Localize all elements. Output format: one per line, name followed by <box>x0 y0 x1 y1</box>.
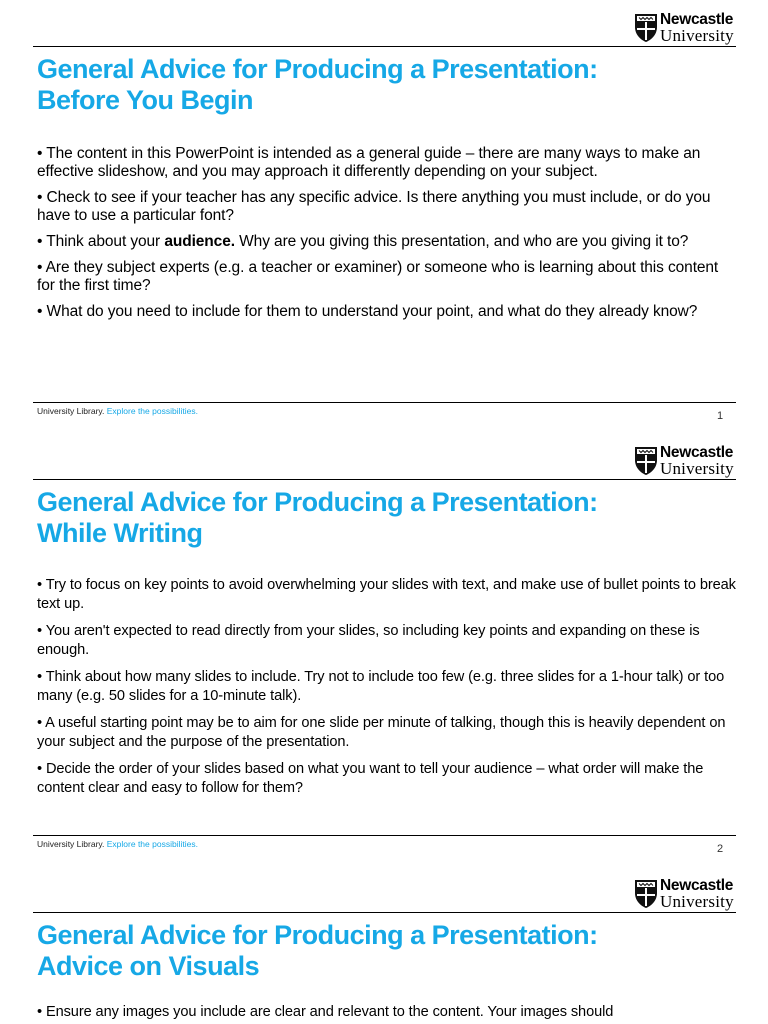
footer <box>37 406 198 416</box>
bottom-divider <box>33 402 736 403</box>
bullet-item: • The content in this PowerPoint is intended as a general guide – there are many ways to make an effective slideshow, and you may approach it differently depending on your subject. <box>37 145 701 180</box>
slide-title-line2: While Writing <box>37 518 203 548</box>
logo-text-newcastle: Newcastle <box>660 444 734 461</box>
footer-library: University Library. <box>37 406 105 416</box>
footer-library: University Library. <box>37 839 105 849</box>
top-divider <box>33 479 736 480</box>
top-divider <box>33 46 736 47</box>
slide-title <box>37 487 737 549</box>
bullet-list <box>37 145 737 329</box>
slide-title-line1: General Advice for Producing a Presentation: <box>37 920 598 950</box>
shield-crest-icon <box>634 879 658 909</box>
slide-2 <box>0 433 768 866</box>
footer <box>37 839 198 849</box>
logo-text-university: University <box>660 892 734 911</box>
bottom-divider <box>33 835 736 836</box>
bullet-item: • Decide the order of your slides based on what you want to tell your audience – what order will make the content clear and easy to follow for them? <box>37 761 704 796</box>
newcastle-university-logo <box>634 445 746 477</box>
bullet-item: • You aren't expected to read directly from your slides, so including key points and expanding on these is enough. <box>37 623 700 658</box>
bullet-item: • What do you need to include for them to understand your point, and what do they already know? <box>37 303 698 320</box>
bullet-item: • Ensure any images you include are clear and relevant to the content. Your images should <box>37 1004 614 1020</box>
bullet-item: • Check to see if your teacher has any specific advice. Is there anything you must include, or do you have to use a particular font? <box>37 189 711 224</box>
slide-title-line1: General Advice for Producing a Presentation: <box>37 54 598 84</box>
bullet-text: Why are you giving this presentation, and who are you giving it to? <box>234 233 689 250</box>
footer-tagline: Explore the possibilities. <box>106 406 198 416</box>
bullet-list <box>37 1003 737 1024</box>
page-number: 2 <box>717 843 724 855</box>
bullet-bold-text: audience. <box>164 233 235 250</box>
bullet-text: • Think about your <box>37 233 165 250</box>
shield-crest-icon <box>634 446 658 476</box>
slide-3 <box>0 866 768 1024</box>
bullet-item <box>37 233 737 251</box>
logo-text-newcastle: Newcastle <box>660 11 734 28</box>
bullet-item: • Think about how many slides to include. Try not to include too few (e.g. three slides for a 1-hour talk) or too many (e.g. 50 slides for a 10-minute talk). <box>37 669 725 704</box>
newcastle-university-logo <box>634 12 746 44</box>
bullet-item: • A useful starting point may be to aim for one slide per minute of talking, though this is heavily dependent on your subject and the purpose of the presentation. <box>37 715 726 750</box>
slide-1 <box>0 0 768 433</box>
page-number: 1 <box>717 410 724 422</box>
slide-title <box>37 920 737 982</box>
newcastle-university-logo <box>634 878 746 910</box>
bullet-list <box>37 576 737 806</box>
logo-text-university: University <box>660 26 734 45</box>
slide-title <box>37 54 737 116</box>
slide-title-line2: Before You Begin <box>37 85 254 115</box>
logo-text-newcastle: Newcastle <box>660 877 734 894</box>
footer-tagline: Explore the possibilities. <box>106 839 198 849</box>
top-divider <box>33 912 736 913</box>
shield-crest-icon <box>634 13 658 43</box>
bullet-item: • Are they subject experts (e.g. a teacher or examiner) or someone who is learning about this content for the first time? <box>37 259 719 294</box>
bullet-item: • Try to focus on key points to avoid overwhelming your slides with text, and make use of bullet points to break text up. <box>37 577 736 612</box>
logo-text-university: University <box>660 459 734 478</box>
slide-title-line1: General Advice for Producing a Presentation: <box>37 487 598 517</box>
slide-title-line2: Advice on Visuals <box>37 951 260 981</box>
